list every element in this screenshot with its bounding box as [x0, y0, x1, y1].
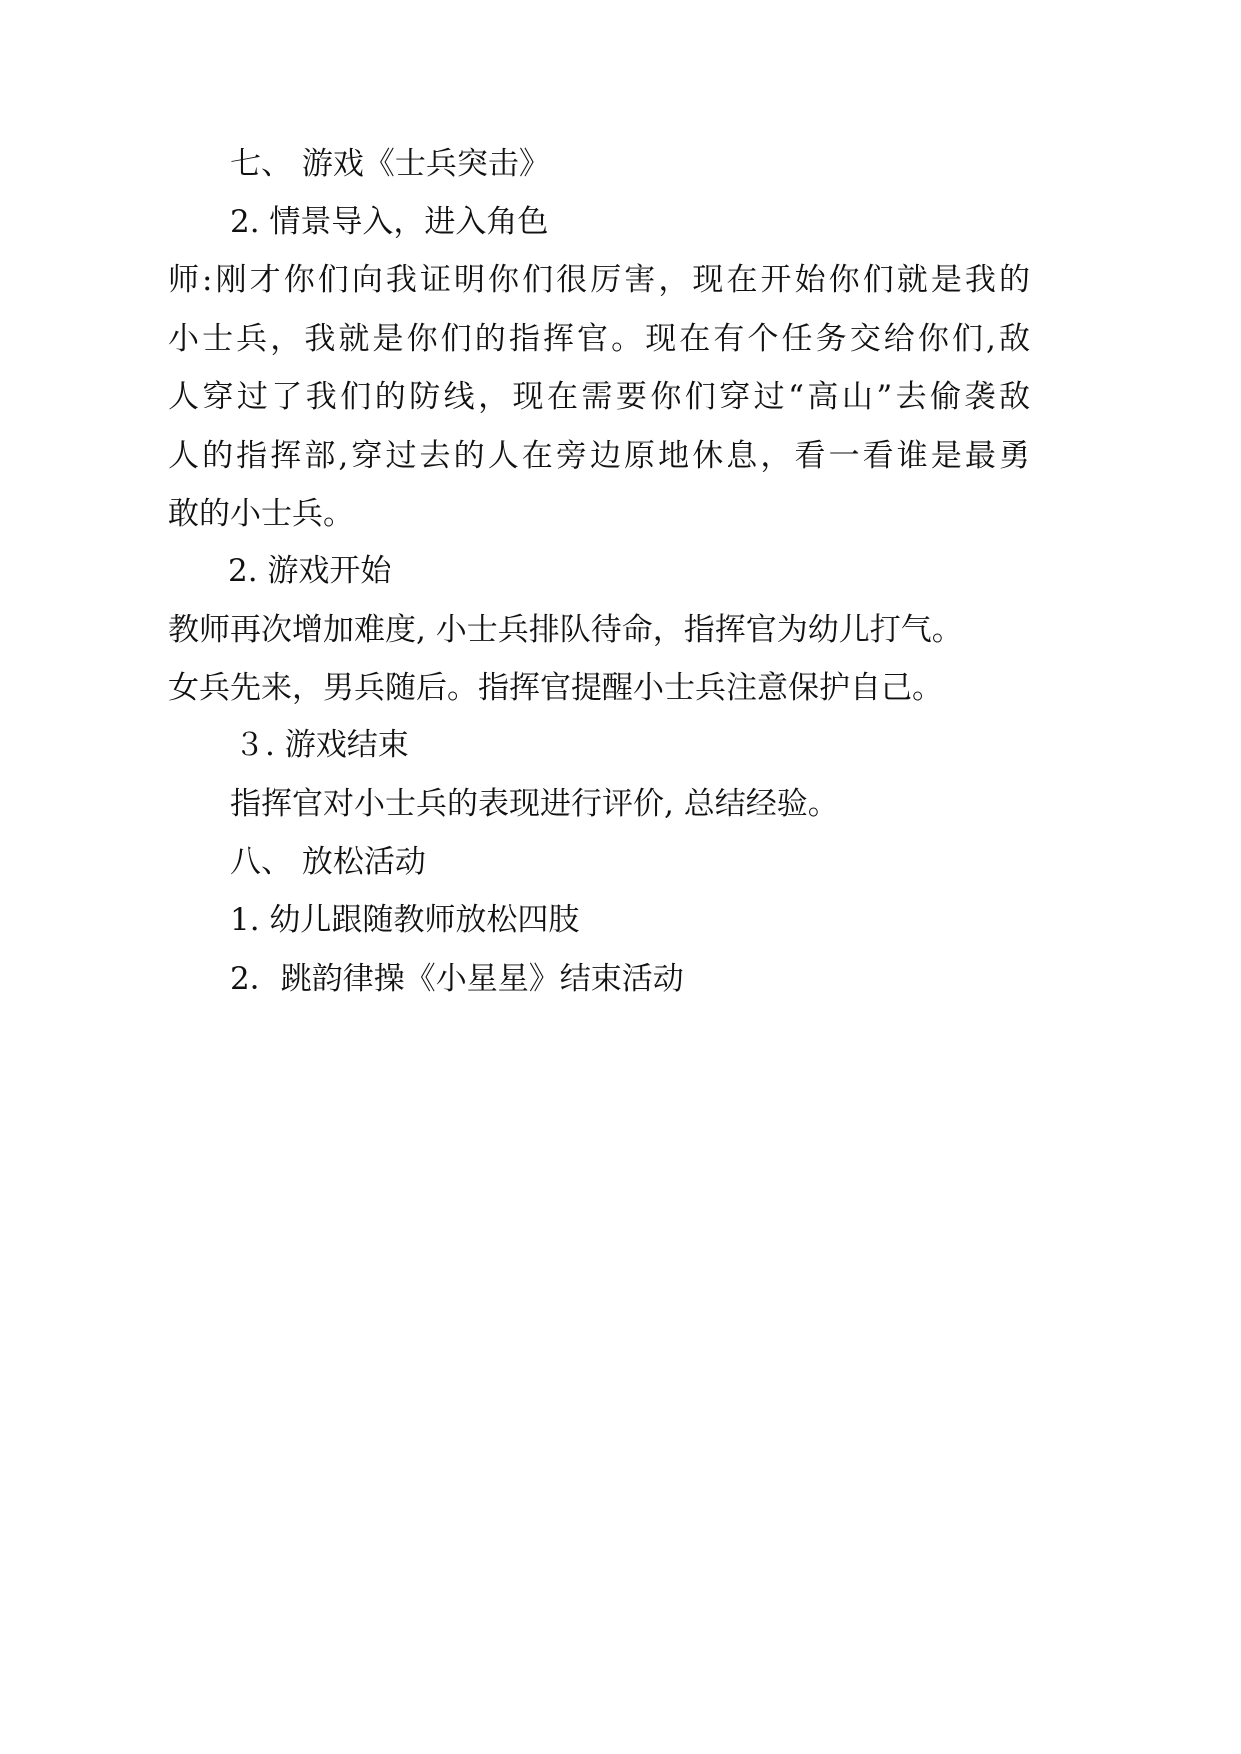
paragraph-line: 人穿过了我们的防线，现在需要你们穿过“高山”去偷袭敌	[168, 379, 1030, 415]
section-heading-relax: 八、 放松活动	[230, 844, 426, 880]
subheading-game-end: ３. 游戏结束	[234, 727, 409, 763]
paragraph-line: 敢的小士兵。	[168, 496, 354, 532]
subheading-game-start: 2. 游戏开始	[228, 553, 392, 589]
paragraph-line: 指挥官对小士兵的表现进行评价, 总结经验。	[230, 786, 839, 822]
paragraph-line: 师:刚才你们向我证明你们很厉害，现在开始你们就是我的	[168, 262, 1030, 298]
paragraph-line: 女兵先来，男兵随后。指挥官提醒小士兵注意保护自己。	[168, 670, 943, 706]
subheading-scene-intro: 2. 情景导入，进入角色	[230, 204, 549, 240]
paragraph-line: 人的指挥部,穿过去的人在旁边原地休息，看一看谁是最勇	[168, 438, 1030, 474]
paragraph-line: 教师再次增加难度, 小士兵排队待命，指挥官为幼儿打气。	[168, 612, 963, 648]
list-item: 2．跳韵律操《小星星》结束活动	[230, 961, 684, 997]
section-heading-game: 七、 游戏《士兵突击》	[230, 146, 550, 182]
paragraph-line: 小士兵，我就是你们的指挥官。现在有个任务交给你们,敌	[168, 321, 1030, 357]
list-item: 1. 幼儿跟随教师放松四肢	[230, 902, 580, 938]
